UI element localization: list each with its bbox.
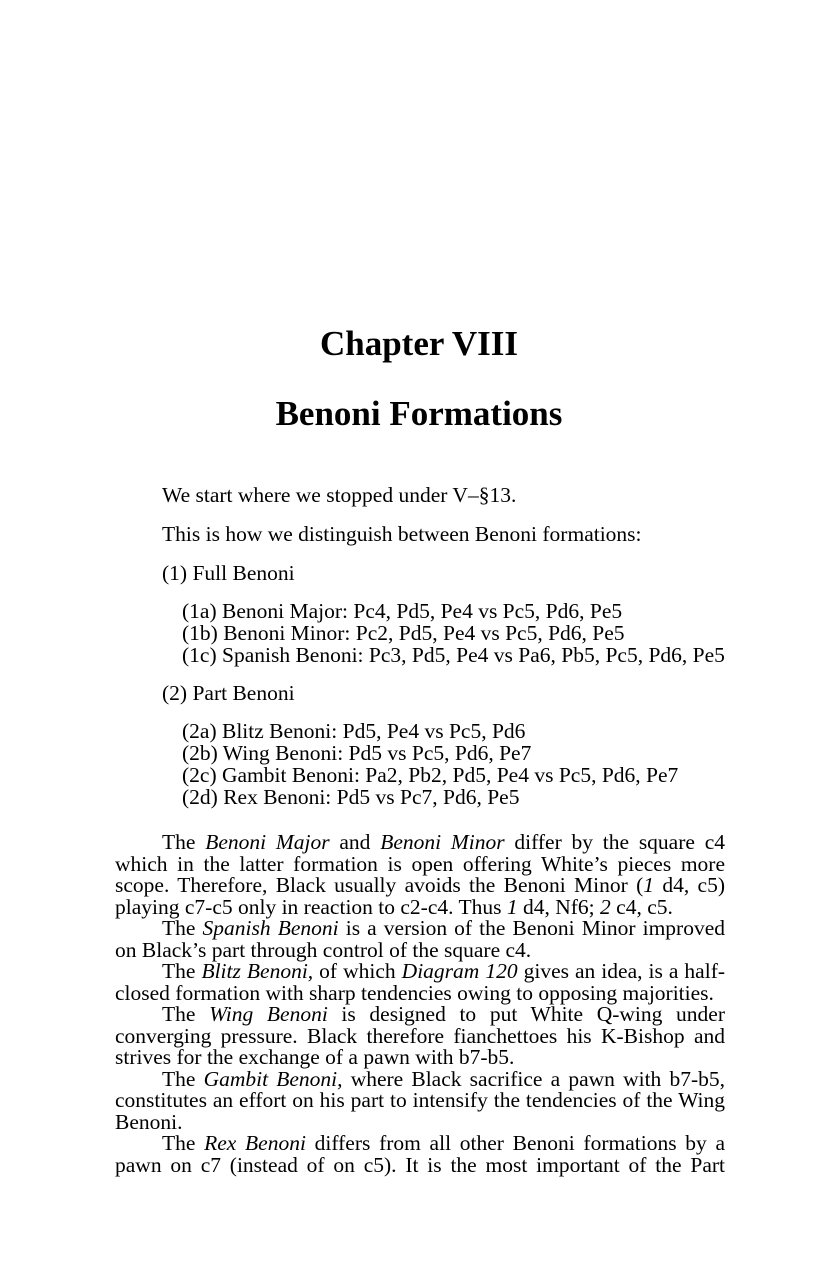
formation-item: (2c) Gambit Benoni: Pa2, Pb2, Pd5, Pe4 vs Pc5, Pd6, Pe7: [182, 763, 679, 787]
paragraph: The Rex Benoni differs from all other Benoni formations by a pawn on c7 (instead of on c5). It is the most important of the Part: [115, 1131, 725, 1177]
paragraph: The Blitz Benoni, of which Diagram 120 gives an idea, is a half-closed formation with sharp tendencies owing to opposing majorities.: [115, 959, 726, 1005]
group-heading: (1) Full Benoni: [162, 561, 295, 585]
paragraph: The Benoni Major and Benoni Minor differ by the square c4 which in the latter formation is open offering White’s pieces more scope. Therefore, Black usually avoids the Benoni Minor (1 d4, c5) playing c7-c5 only in reaction to c2-c4. Thus 1 d4, Nf6; 2 c4, c5.: [115, 830, 725, 919]
formation-item: (1c) Spanish Benoni: Pc3, Pd5, Pe4 vs Pa6, Pb5, Pc5, Pd6, Pe5: [182, 643, 725, 667]
paragraph: The Spanish Benoni is a version of the Benoni Minor improved on Black’s part through control of the square c4.: [115, 916, 725, 962]
paragraph: The Wing Benoni is designed to put White Q-wing under converging pressure. Black therefore fianchettoes his K-Bishop and strives for the exchange of a pawn with b7-b5.: [115, 1002, 725, 1069]
body-text: [115, 832, 725, 1176]
formation-item: (2a) Blitz Benoni: Pd5, Pe4 vs Pc5, Pd6: [182, 719, 526, 743]
chapter-title: Benoni Formations: [275, 394, 563, 433]
formation-item: (2b) Wing Benoni: Pd5 vs Pc5, Pd6, Pe7: [182, 741, 532, 765]
formation-item: (2d) Rex Benoni: Pd5 vs Pc7, Pd6, Pe5: [182, 785, 520, 809]
formation-item: (1b) Benoni Minor: Pc2, Pd5, Pe4 vs Pc5, Pd6, Pe5: [182, 621, 625, 645]
formation-item: (1a) Benoni Major: Pc4, Pd5, Pe4 vs Pc5, Pd6, Pe5: [182, 599, 623, 623]
group-heading: (2) Part Benoni: [162, 681, 295, 705]
paragraph: The Gambit Benoni, where Black sacrifice a pawn with b7-b5, constitutes an effort on his part to intensify the tendencies of the Wing Benoni.: [115, 1066, 725, 1134]
intro-line: This is how we distinguish between Benoni formations:: [162, 522, 642, 546]
chapter-number: Chapter VIII: [319, 324, 519, 363]
intro-line: We start where we stopped under V–§13.: [162, 483, 517, 507]
